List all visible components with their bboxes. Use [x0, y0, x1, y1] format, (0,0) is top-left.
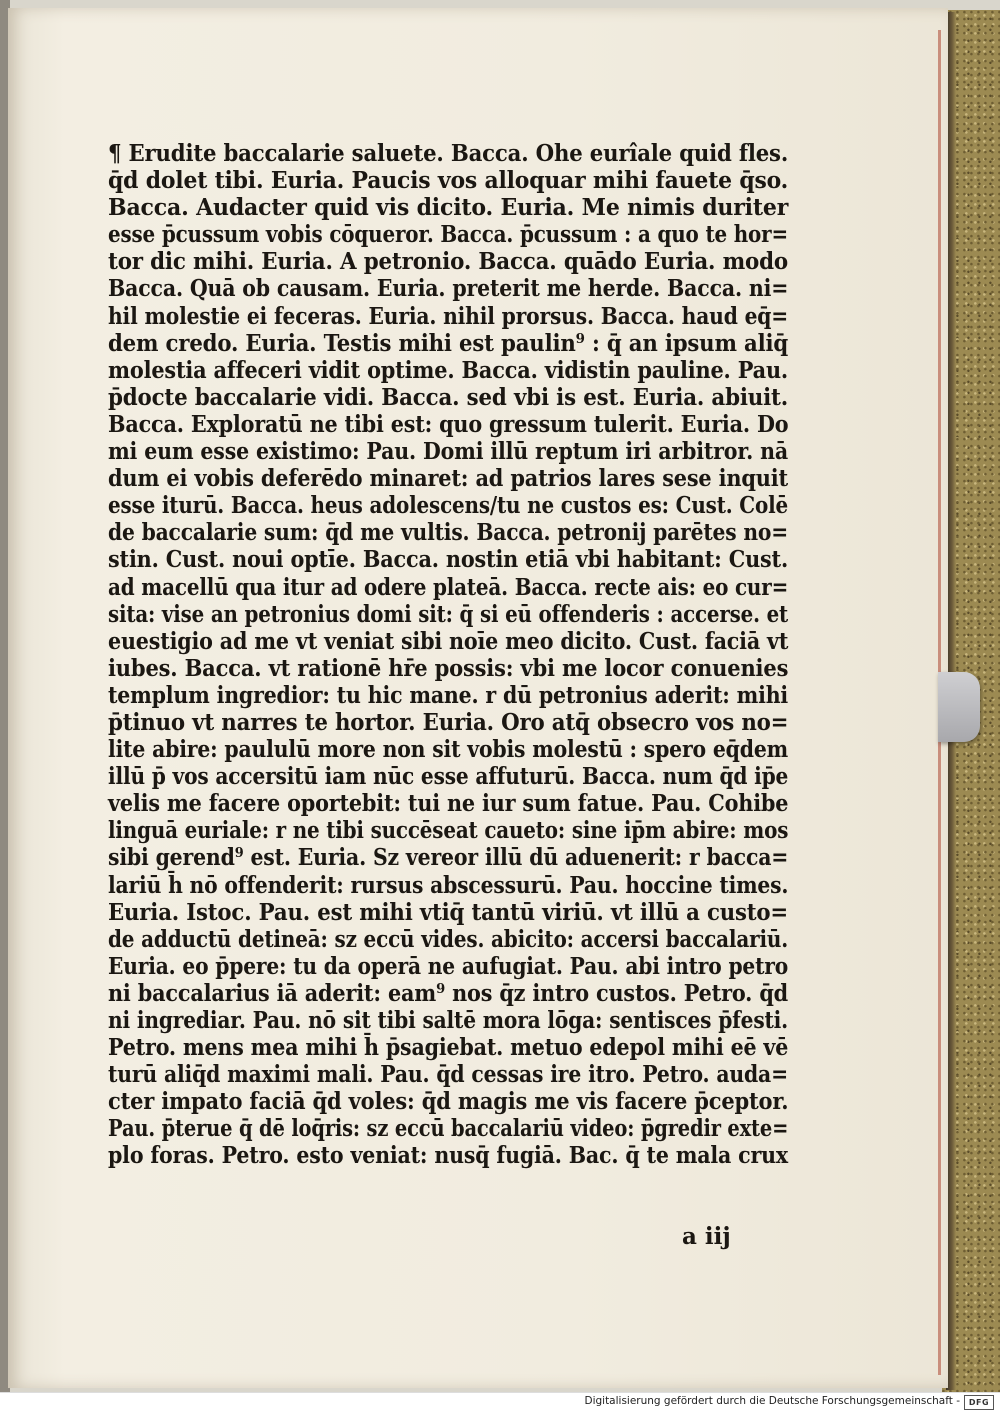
text-line: ni baccalarius iā aderit: eam⁹ nos q̄z intro custos. Petro. q̄d: [108, 978, 789, 1007]
text-line: sita: vise an petronius domi sit: q̄ si eū offenderis : accerse. et: [108, 599, 789, 628]
footer-credit: Digitalisierung gefördert durch die Deutsche Forschungsgemeinschaft -: [584, 1395, 960, 1407]
text-line: de adductū detineā: sz eccū vides. abicito: accersi baccalariū.: [108, 924, 788, 953]
page-clip: [938, 672, 980, 742]
text-line: ni ingrediar. Pau. nō sit tibi saltē mora lōga: sentisces p̄festi.: [108, 1006, 789, 1034]
text-line: Petro. mens mea mihi h̄ p̄sagiebat. metuo edepol mihi eē vē: [108, 1033, 789, 1062]
text-line: linguā euriale: r ne tibi succēseat caueto: sine ip̄m abire: mos: [108, 816, 789, 845]
text-line: esse iturū. Bacca. heus adolescens/tu ne custos es: Cust. Colē: [108, 491, 789, 520]
text-line: p̄tinuo vt narres te hortor. Euria. Oro atq̄ obsecro vos no=: [108, 707, 789, 736]
text-line: sibi gerend⁹ est. Euria. Sz vereor illū dū aduenerit: r bacca=: [108, 843, 789, 872]
text-line: dum ei vobis deferēdo minaret: ad patrios lares sese inquit: [108, 464, 788, 493]
text-line: Pau. p̄terue q̄ dē loq̄ris: sz eccū baccalariū video: p̄gredir exte=: [108, 1114, 789, 1143]
printed-text-block: [108, 140, 788, 1170]
text-line: p̄docte baccalarie vidi. Bacca. sed vbi is est. Euria. abiuit.: [108, 382, 789, 411]
text-line: euestigio ad me vt veniat sibi noīe meo dicito. Cust. faciā vt: [108, 626, 789, 655]
text-line: plo foras. Petro. esto veniat: nusq̄ fugiā. Bac. q̄ te mala crux: [108, 1141, 788, 1170]
signature-mark: a iij: [682, 1223, 731, 1250]
text-line: molestia affeceri vidit optime. Bacca. vidistin pauline. Pau.: [108, 355, 789, 384]
text-line: templum ingredior: tu hic mane. r dū petronius aderit: mihi: [108, 680, 789, 709]
text-line: Bacca. Exploratū ne tibi est: quo gressum tulerit. Euria. Do: [108, 409, 789, 438]
text-line: turū aliq̄d maximi mali. Pau. q̄d cessas ire itro. Petro. auda=: [108, 1060, 788, 1089]
text-line: esse p̄cussum vobis cōqueror. Bacca. p̄cussum : a quo te hor=: [108, 220, 788, 249]
text-line: velis me facere oportebit: tui ne iur sum fatue. Pau. Cohibe: [108, 789, 789, 818]
text-line: Euria. Istoc. Pau. est mihi vtiq̄ tantū viriū. vt illū a custo=: [108, 897, 789, 926]
text-line: Euria. eo p̄pere: tu da operā ne aufugiat. Pau. abi intro petro: [108, 951, 789, 980]
text-line: iubes. Bacca. vt rationē hr̄e possis: vbi me locor conuenies: [108, 653, 789, 682]
text-line: lite abire: paululū more non sit vobis molestū : spero eq̄dem: [108, 735, 789, 764]
text-line: Bacca. Quā ob causam. Euria. preterit me herde. Bacca. ni=: [108, 274, 789, 303]
text-line: stin. Cust. noui optīe. Bacca. nostin etiā vbi habitant: Cust.: [108, 545, 789, 574]
text-line: q̄d dolet tibi. Euria. Paucis vos alloquar mihi fauete q̄so.: [108, 166, 789, 195]
text-line: ¶ Erudite baccalarie saluete. Bacca. Ohe eurîale quid fles.: [108, 139, 789, 167]
text-line: tor dic mihi. Euria. A petronio. Bacca. quādo Euria. modo: [108, 247, 788, 276]
text-line: mi eum esse existimo: Pau. Domi illū reptum iri arbitror. nā: [108, 437, 788, 466]
text-line: Bacca. Audacter quid vis dicito. Euria. Me nimis duriter: [108, 193, 789, 222]
dfg-logo: DFG: [964, 1395, 994, 1410]
text-line: dem credo. Euria. Testis mihi est paulin⁹ : q̄ an ipsum aliq̄: [108, 328, 789, 357]
text-line: ad macellū qua itur ad odere plateā. Bacca. recte ais: eo cur=: [108, 572, 789, 601]
text-line: illū p̄ vos accersitū iam nūc esse affuturū. Bacca. num q̄d ip̄e: [108, 762, 789, 791]
text-line: cter impato faciā q̄d voles: q̄d magis me vis facere p̄ceptor.: [108, 1087, 789, 1116]
text-line: lariū h̄ nō offenderit: rursus abscessurū. Pau. hoccine times.: [108, 870, 789, 899]
footer-bar: [0, 1392, 1000, 1411]
text-line: hil molestie ei feceras. Euria. nihil prorsus. Bacca. haud eq̄=: [108, 301, 789, 330]
text-line: de baccalarie sum: q̄d me vultis. Bacca. petronij parētes no=: [108, 518, 789, 547]
